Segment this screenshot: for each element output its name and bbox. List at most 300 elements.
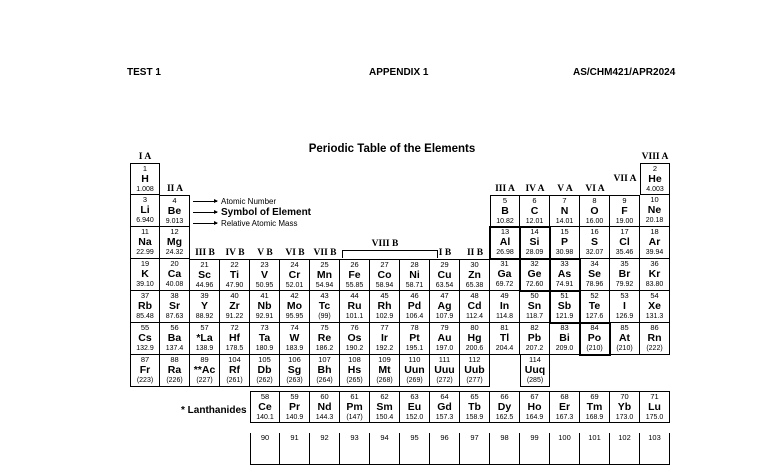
atomic-number: 36 [650,259,659,268]
element-cell [460,259,490,291]
element-symbol: Rh [377,300,392,312]
element-symbol: Hg [467,332,482,344]
atomic-number: 110 [408,355,421,364]
atomic-mass: 55.85 [345,282,364,289]
atomic-number: 47 [440,291,449,300]
element-cell [430,323,460,355]
element-cell [400,391,430,423]
atomic-mass: 32.07 [585,249,604,256]
atomic-number: 23 [260,260,269,269]
element-cell [580,195,610,227]
atomic-number: 96 [440,433,449,442]
element-cell [520,391,550,423]
atomic-mass: 106.4 [405,313,424,320]
element-cell [310,323,340,355]
atomic-mass: 175.0 [645,414,664,421]
element-cell [310,433,340,465]
atomic-number: 94 [380,433,389,442]
element-cell [610,433,640,465]
element-symbol: Ra [167,364,182,376]
atomic-number: 79 [440,323,449,332]
atomic-mass: 200.6 [465,345,484,352]
atomic-mass: 192.2 [375,345,394,352]
atomic-mass: 204.4 [495,345,514,352]
atomic-number: 111 [438,355,451,364]
element-symbol: Eu [407,401,422,413]
element-symbol: O [590,205,599,217]
atomic-number: 29 [440,260,449,269]
atomic-number: 2 [652,164,658,173]
atomic-number: 102 [618,433,631,442]
element-cell [280,291,310,323]
element-cell [640,259,670,291]
atomic-mass: 118.7 [526,313,543,320]
atomic-number: 11 [141,227,149,236]
atomic-number: 51 [560,291,569,300]
atomic-mass: (265) [346,377,363,384]
element-symbol: Ge [527,268,542,280]
atomic-number: 70 [620,392,629,401]
atomic-mass: 72.60 [525,281,544,288]
atomic-number: 9 [622,196,627,205]
atomic-mass: 9.013 [165,218,184,225]
atomic-mass: 168.9 [585,414,604,421]
atomic-number: 76 [350,323,359,332]
legend-symbol [193,207,311,219]
atomic-mass: 131.3 [645,313,664,320]
atomic-number: 43 [320,291,329,300]
atomic-mass: 87.63 [165,313,184,320]
atomic-mass: 19.00 [615,218,634,225]
group-label: II A [166,184,184,194]
atomic-mass: 35.46 [615,249,634,256]
atomic-mass: (268) [376,377,393,384]
atomic-mass: 178.5 [225,345,244,352]
group-label: III A [495,184,515,194]
atomic-mass: 158.9 [465,414,484,421]
atomic-number: 37 [140,291,150,300]
group-label: III B [195,248,215,258]
atomic-mass: 101.1 [345,313,364,320]
element-cell [220,291,250,323]
atomic-mass: 144.3 [315,414,334,421]
atomic-mass: 83.80 [645,281,664,288]
element-symbol: Mo [286,300,303,312]
atomic-number: 105 [258,355,271,364]
atomic-mass: (222) [646,345,663,352]
atomic-mass: 40.08 [165,281,184,288]
atomic-number: 16 [590,227,599,236]
atomic-number: 18 [650,227,659,236]
element-symbol: Sc [198,269,211,281]
element-symbol: Db [257,364,272,376]
element-symbol: Fr [139,364,151,376]
element-cell [340,355,370,387]
element-symbol: Si [529,236,540,248]
atomic-number: 61 [350,392,359,401]
atomic-mass: 190.2 [345,345,364,352]
atomic-number: 30 [470,260,479,269]
atomic-mass: 150.4 [375,414,394,421]
element-cell [490,323,520,355]
atomic-mass: 10.82 [496,218,514,225]
element-symbol: Br [618,268,631,280]
element-symbol: Uub [464,364,485,376]
atomic-mass: 197.0 [435,345,454,352]
atomic-number: 88 [170,355,179,364]
atomic-mass: 173.0 [615,414,634,421]
atomic-number: 59 [290,392,299,401]
element-symbol: Nd [317,401,332,413]
element-cell [190,291,220,323]
atomic-number: 83 [560,323,569,332]
element-cell [610,323,640,355]
element-cell [400,259,430,291]
atomic-number: 92 [320,433,329,442]
atomic-mass: 95.95 [285,313,304,320]
atomic-number: 4 [172,196,177,205]
atomic-mass: 102.9 [375,313,394,320]
atomic-mass: (226) [166,377,183,384]
atomic-mass: 91.22 [225,313,244,320]
atomic-mass: 54.94 [315,282,334,289]
element-symbol: Ar [648,236,661,248]
element-cell [550,227,580,259]
element-symbol: Uun [404,364,425,376]
atomic-mass: 183.9 [285,345,304,352]
element-cell [280,355,310,387]
element-cell [340,259,370,291]
element-symbol: Ir [380,332,388,344]
atomic-number: 69 [590,392,599,401]
atomic-mass: 140.9 [285,414,304,421]
atomic-number: 42 [290,291,299,300]
element-symbol: Bi [559,332,570,344]
atomic-mass: 180.9 [255,345,274,352]
atomic-mass: 1.008 [136,186,154,193]
atomic-number: 5 [502,196,508,205]
atomic-mass: 127.6 [585,313,604,320]
atomic-mass: 6.940 [136,217,154,224]
atomic-number: 34 [590,259,599,268]
atomic-mass: 52.01 [285,282,304,289]
page-title: Periodic Table of the Elements [308,143,476,155]
element-symbol: Cr [288,269,301,281]
atomic-mass: 195.1 [405,345,424,352]
element-cell [250,391,280,423]
group-label: V B [257,248,273,258]
element-symbol: Au [437,332,452,344]
atomic-number: 13 [500,227,510,236]
group-viii-b-brace [342,250,438,258]
element-symbol: He [648,173,662,185]
element-cell [580,259,610,291]
element-symbol: Nb [257,300,272,312]
element-cell [490,259,520,291]
element-cell [640,323,670,355]
atomic-mass: 92.91 [255,313,274,320]
atomic-number: 14 [530,227,539,236]
element-symbol: Os [347,332,362,344]
atomic-mass: (261) [226,377,243,384]
atomic-mass: 26.98 [496,249,514,256]
element-symbol: Ba [167,332,182,344]
element-cell [130,163,160,195]
element-cell [520,323,550,355]
element-symbol: In [499,300,510,312]
element-cell [460,323,490,355]
group-label: IV A [525,184,545,194]
atomic-number: 100 [558,433,571,442]
element-cell [580,391,610,423]
element-cell [460,433,490,465]
element-symbol: **Ac [193,364,216,376]
atomic-mass: 121.9 [555,313,574,320]
element-cell [280,433,310,465]
atomic-number: 75 [320,323,329,332]
atomic-number: 12 [170,227,179,236]
element-cell [190,323,220,355]
legend-atomic-number [193,197,276,207]
lanthanides-label: * Lanthanides [181,405,247,416]
atomic-number: 78 [410,323,419,332]
element-cell [130,259,160,291]
element-cell [310,391,340,423]
atomic-number: 93 [350,433,359,442]
atomic-mass: 4.003 [646,186,664,193]
element-symbol: Tl [499,332,510,344]
element-cell [130,195,160,227]
atomic-mass: 39.94 [645,249,664,256]
element-symbol: H [141,173,149,185]
element-symbol: Er [558,401,571,413]
atomic-mass: 74.91 [555,281,574,288]
atomic-mass: 157.3 [435,414,454,421]
atomic-number: 40 [230,291,239,300]
atomic-number: 74 [290,323,299,332]
element-cell [250,259,280,291]
element-cell [250,323,280,355]
atomic-number: 104 [228,355,241,364]
element-symbol: Al [499,236,511,248]
element-cell [520,195,550,227]
element-symbol: Tm [586,401,603,413]
atomic-number: 64 [440,392,449,401]
atomic-number: 90 [260,433,270,442]
element-cell [250,291,280,323]
element-symbol: W [289,332,300,344]
atomic-number: 77 [380,323,389,332]
element-symbol: Sb [557,300,572,312]
atomic-number: 56 [170,323,179,332]
element-cell [610,291,640,323]
atomic-number: 65 [470,392,479,401]
atomic-mass: 65.38 [465,282,484,289]
atomic-mass: 58.94 [375,282,394,289]
element-cell [370,391,400,423]
group-label: II B [466,248,484,258]
atomic-mass: (264) [316,377,333,384]
atomic-number: 17 [620,227,629,236]
group-label: I B [438,248,452,258]
atomic-number: 28 [410,260,419,269]
atomic-number: 57 [200,323,209,332]
legend-mass-label: Relative Atomic Mass [221,219,298,228]
atomic-mass: 138.9 [195,345,214,352]
atomic-mass: (277) [466,377,483,384]
element-symbol: Pt [409,332,420,344]
header-right: AS/CHM421/APR2024 [573,67,676,78]
atomic-mass: 14.01 [555,218,574,225]
element-symbol: Pr [288,401,301,413]
element-cell [400,355,430,387]
atomic-mass: 207.2 [525,345,544,352]
atomic-number: 108 [348,355,361,364]
element-cell [370,291,400,323]
atomic-number: 95 [410,433,419,442]
element-cell [340,391,370,423]
element-cell [550,323,580,355]
atomic-number: 53 [620,291,629,300]
element-symbol: Zn [468,269,481,281]
element-cell [490,195,520,227]
legend-atomic-number-label: Atomic Number [221,197,277,206]
atomic-number: 58 [260,392,270,401]
element-cell [430,433,460,465]
atomic-mass: 39.10 [136,281,154,288]
element-symbol: Mg [166,236,183,248]
atomic-number: 73 [260,323,269,332]
group-label: VII B [313,248,337,258]
element-cell [160,355,190,387]
element-symbol: Fe [348,269,361,281]
element-cell [640,163,670,195]
element-symbol: V [260,269,268,281]
element-symbol: Ca [167,268,182,280]
atomic-number: 41 [260,291,269,300]
element-symbol: Cu [437,269,452,281]
atomic-number: 107 [318,355,331,364]
element-cell [190,259,220,291]
atomic-number: 3 [142,195,148,204]
element-cell [400,323,430,355]
atomic-mass: 47.90 [225,282,244,289]
atomic-number: 87 [140,355,150,364]
atomic-mass: 69.72 [495,281,514,288]
atomic-number: 67 [530,392,539,401]
element-symbol: Yb [617,401,632,413]
element-symbol: Ti [229,269,240,281]
element-cell [370,323,400,355]
element-cell [520,259,550,291]
atomic-number: 109 [378,355,391,364]
element-symbol: N [560,205,569,217]
element-cell [220,259,250,291]
atomic-number: 97 [470,433,479,442]
atomic-number: 20 [170,259,179,268]
element-symbol: Sm [376,401,393,413]
atomic-number: 25 [320,260,329,269]
atomic-mass: 28.09 [525,249,544,256]
atomic-number: 8 [592,196,597,205]
atomic-number: 15 [560,227,569,236]
element-cell [610,391,640,423]
element-symbol: Co [377,269,392,281]
element-symbol: As [557,268,572,280]
atomic-mass: (227) [196,377,213,384]
element-cell [520,433,550,465]
atomic-number: 32 [530,259,539,268]
element-cell [580,323,610,355]
atomic-mass: 78.96 [585,281,604,288]
atomic-mass: (272) [436,377,453,384]
element-symbol: Te [588,300,601,312]
atomic-number: 31 [500,259,509,268]
element-symbol: Ru [347,300,362,312]
atomic-number: 52 [590,291,599,300]
element-symbol: Cd [467,300,482,312]
element-cell [580,291,610,323]
element-symbol: Lu [648,401,661,413]
element-symbol: Hf [228,332,241,344]
element-symbol: I [623,300,626,312]
element-cell [160,195,190,227]
group-label: VII A [613,174,637,184]
atomic-number: 50 [530,291,539,300]
atomic-mass: (147) [346,414,363,421]
element-cell [550,195,580,227]
element-cell [460,391,490,423]
element-symbol: F [621,205,628,217]
element-cell [280,323,310,355]
element-cell [280,391,310,423]
atomic-mass: (263) [286,377,303,384]
atomic-number: 33 [560,259,569,268]
atomic-mass: 12.01 [525,218,544,225]
element-cell [490,433,520,465]
element-cell [610,195,640,227]
atomic-mass: (210) [586,345,603,352]
element-symbol: Kr [648,268,661,280]
element-cell [130,227,160,259]
atomic-mass: 16.00 [585,218,604,225]
element-symbol: C [530,205,539,217]
element-cell [370,355,400,387]
group-label: V A [557,184,573,194]
atomic-number: 66 [500,392,509,401]
legend-mass [193,219,297,229]
atomic-number: 46 [410,291,419,300]
atomic-number: 106 [288,355,301,364]
element-symbol: Gd [437,401,452,413]
atomic-mass: 50.95 [255,282,274,289]
element-symbol: Pm [346,401,363,413]
element-cell [490,391,520,423]
atomic-mass: 63.54 [435,282,454,289]
atomic-number: 22 [230,260,239,269]
element-symbol: Dy [497,401,512,413]
element-symbol: At [618,332,631,344]
atomic-number: 103 [648,433,661,442]
element-cell [160,259,190,291]
atomic-mass: 186.2 [315,345,334,352]
atomic-mass: (285) [526,377,544,384]
element-cell [430,291,460,323]
element-symbol: Pd [407,300,422,312]
atomic-number: 45 [380,291,389,300]
element-cell [640,227,670,259]
atomic-number: 112 [468,355,481,364]
